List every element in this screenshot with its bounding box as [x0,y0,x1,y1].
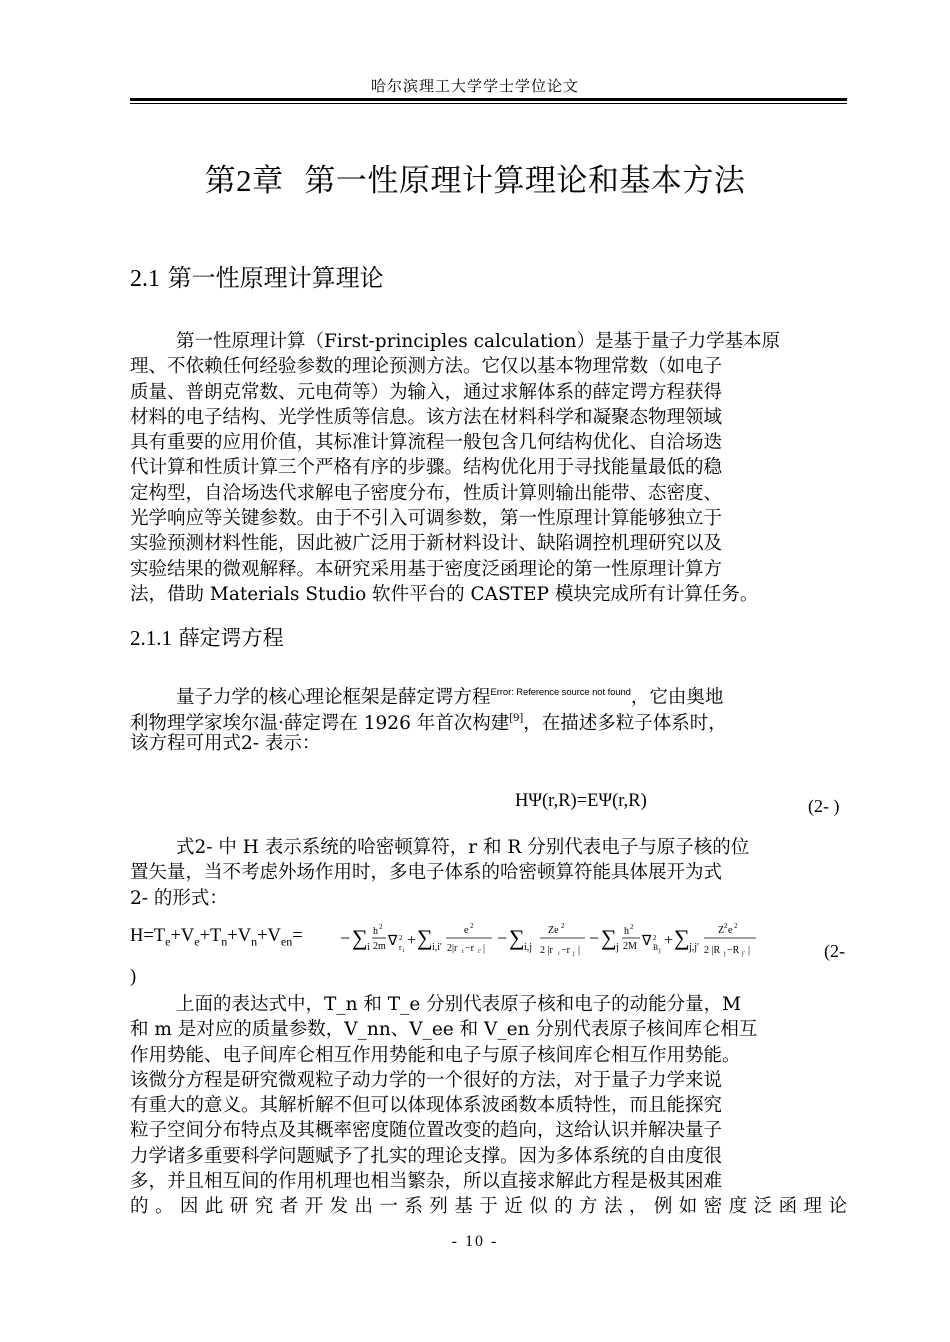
citation-link[interactable]: [9] [509,710,524,725]
subscript: e [165,934,171,949]
svg-text:e: e [464,925,469,936]
paragraph-line: 质量、普朗克常数、元电荷等）为输入，通过求解体系的薛定谔方程获得 [130,381,723,403]
page-number: - 10 - [451,1233,499,1250]
svg-text:∑: ∑ [352,925,368,950]
chapter-title [0,155,950,200]
paragraph-line: 多，并且相互间的作用机理也相当繁杂，所以直接求解此方程是极其困难 [130,1171,723,1193]
equation-schrodinger: HΨ(r,R)=EΨ(r,R) [515,791,647,811]
svg-text:j': j' [742,951,745,957]
text-run: = [292,926,303,946]
text-run: +V [227,926,252,946]
paragraph-line: 光学响应等关键参数。由于不引入可调参数，第一性原理计算能够独立于 [130,508,723,530]
subscript: n [251,934,258,949]
svg-text:j,j': j,j' [689,942,699,953]
paragraph-line: 置矢量，当不考虑外场作用时，多电子体系的哈密顿算符能具体展开为式 [130,862,723,884]
subscript: n [221,934,228,949]
svg-text:∑: ∑ [601,925,617,950]
svg-text:∑: ∑ [509,925,525,950]
svg-text:2: 2 [399,934,403,942]
text-run: 利物理学家埃尔温·薛定谔在 1926 年首次构建 [130,713,510,735]
equation-number: (2- [824,941,845,961]
subscript: e [194,934,200,949]
svg-text:+: + [664,932,674,949]
paragraph-line: 该微分方程是研究微观粒子动力学的一个很好的方法，对于量子力学来说 [130,1069,723,1091]
section-title: 第一性原理计算理论 [167,264,384,292]
paragraph-line: 2- 的形式： [130,887,228,909]
paragraph-line: 和 m 是对应的质量参数，V_nn、V_ee 和 V_en 分别代表原子核间库仑相互 [130,1019,758,1041]
subsection-number: 2.1.1 [130,626,172,650]
svg-text:Ze: Ze [548,925,559,936]
running-header: 哈尔滨理工大学学士学位论文 [370,77,579,95]
paragraph-line: 力学诸多重要科学问题赋予了扎实的理论支撑。因为多体系统的自由度很 [130,1145,723,1167]
header-rule-thin [130,103,847,104]
text-run: 量子力学的核心理论框架是薛定谔方程 [176,687,491,708]
paragraph-line: 实验结果的微观解释。本研究采用基于密度泛函理论的第一性原理计算方 [130,558,723,580]
paragraph-explanation [130,992,847,1220]
svg-text:j: j [573,951,575,957]
svg-text:2: 2 [734,922,738,930]
svg-text:2: 2 [561,922,565,930]
svg-text:|: | [578,945,581,956]
svg-text:2: 2 [379,923,383,931]
paragraph-line [130,680,847,708]
svg-text:2|r: 2|r [447,943,458,954]
paragraph-line: 的。因此研究者开发出一系列基于近似的方法，例如密度泛函理论 [130,1196,847,1218]
equation-rhs-image [340,914,820,964]
paragraph-line [130,705,847,735]
svg-text:j: j [659,948,661,954]
svg-text:2M: 2M [623,941,637,952]
paragraph-line: 粒子空间分布特点及其概率密度随位置改变的趋向，这给认识并解决量子 [130,1120,723,1142]
svg-text:i: i [558,951,560,957]
subscript: en [280,934,293,949]
paragraph-line: 式2- 中 H 表示系统的哈密顿算符，r 和 R 分别代表电子与原子核的位 [176,837,750,858]
svg-text:2: 2 [630,923,634,931]
svg-text:j: j [616,942,619,953]
svg-text:2: 2 [470,922,474,930]
paragraph-line: 法，借助 Materials Studio 软件平台的 CASTEP 模块完成所有计算任务。 [130,583,759,605]
svg-text:−: − [589,928,600,948]
paragraph-first-principles [130,329,847,607]
svg-text:−r: −r [465,943,474,954]
paragraph-line: 第一性原理计算（First-principles calculation）是基于量子力学基本原 [176,331,781,352]
paragraph-line: 定构型，自洽场迭代求解电子密度分布，性质计算则输出能带、态密度、 [130,482,723,504]
header-rule-thick [130,98,847,101]
text-run: ，在描述多粒子体系时， [523,713,727,735]
section-heading [130,258,384,293]
svg-text:∇: ∇ [642,934,652,949]
paragraph-line: 该方程可用式2- 表示： [130,732,321,754]
text-run: +T [199,926,222,946]
svg-text:2: 2 [653,934,657,942]
svg-text:−r: −r [561,945,570,956]
svg-text:i,i': i,i' [432,942,442,953]
svg-text:+: + [407,932,417,949]
paragraph-line: 材料的电子结构、光学性质等信息。该方法在材料科学和凝聚态物理领域 [130,406,723,428]
svg-text:−R: −R [727,945,740,956]
paragraph-line: 上面的表达式中，T_n 和 T_e 分别代表原子核和电子的动能分量，M [176,994,742,1015]
svg-text:i: i [462,949,464,955]
svg-text:i': i' [478,949,481,955]
equation-number-close: ) [130,967,137,987]
paragraph-line: 理、不依赖任何经验参数的理论预测方法。它仅以基本物理常数（如电子 [130,356,723,378]
text-run: +V [170,926,195,946]
svg-text:i: i [403,948,405,954]
text-run: T [153,926,166,946]
paragraph-line: 实验预测材料性能，因此被广泛用于新材料设计、缺陷调控机理研究以及 [130,533,723,555]
svg-text:j: j [724,951,726,957]
text-run: +V [257,926,281,946]
svg-text:∑: ∑ [417,925,433,950]
svg-text:2 |r: 2 |r [540,945,553,956]
chapter-number: 第2章 [204,163,284,198]
text-run: ，它由奥地 [630,687,724,708]
paragraph-line: 有重大的意义。其解析解不但可以体现体系波函数本质特性，而且能探究 [130,1095,723,1117]
svg-text:i,j: i,j [524,942,533,953]
paragraph-line: 具有重要的应用价值，其标准计算流程一般包含几何结构优化、自洽场迭 [130,432,723,454]
paragraph-hamiltonian [130,835,847,911]
svg-text:2: 2 [724,922,728,930]
svg-text:|: | [748,945,751,956]
svg-text:−: − [497,928,508,948]
svg-text:h: h [373,926,378,937]
paragraph-schrodinger [130,680,847,756]
section-number: 2.1 [130,266,160,292]
equation-number: (2- ) [808,796,840,816]
svg-text:2m: 2m [373,941,386,952]
svg-text:e: e [728,925,733,936]
svg-text:r: r [399,943,402,952]
svg-text:i: i [367,942,370,953]
subsection-heading [130,622,284,652]
equation-hamiltonian [130,914,847,964]
svg-text:2 |R: 2 |R [704,945,721,956]
svg-text:R: R [653,943,659,952]
svg-text:Z: Z [718,925,725,936]
chapter-title-text: 第一性原理计算理论和基本方法 [304,163,746,199]
svg-text:|: | [483,943,486,954]
paragraph-line: 作用势能、电子间库仑相互作用势能和电子与原子核间库仑相互作用势能。 [130,1044,741,1066]
text-run: H= [130,926,154,946]
reference-error: Error: Reference source not found [490,687,631,698]
paragraph-line: 代计算和性质计算三个严格有序的步骤。结构优化用于寻找能量最低的稳 [130,457,723,479]
svg-text:∇: ∇ [388,934,398,949]
equation-lhs [130,926,303,950]
subsection-title: 薛定谔方程 [178,626,284,650]
svg-text:∑: ∑ [674,925,690,950]
svg-text:h: h [624,926,629,937]
svg-text:−: − [340,928,351,948]
